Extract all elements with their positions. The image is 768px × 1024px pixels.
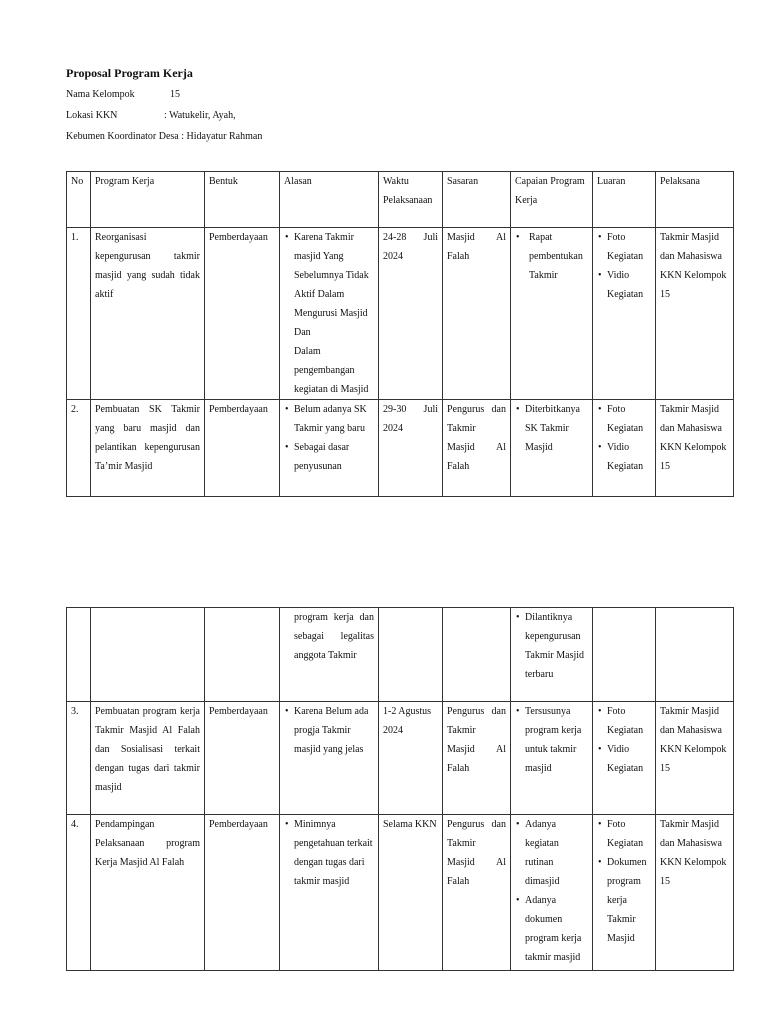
cell-program: Pendampingan Pelaksanaan program Kerja Masjid Al Falah	[91, 815, 205, 971]
cell-alasan	[280, 702, 379, 815]
cell-luaran	[593, 608, 656, 702]
lokasi-label: Lokasi KKN	[66, 110, 118, 121]
table-row	[67, 702, 734, 815]
cell-program	[91, 608, 205, 702]
capaian-item: • Adanya kegiatan rutinan dimasjid	[525, 815, 588, 891]
table-row	[67, 228, 734, 400]
cell-alasan	[280, 815, 379, 971]
luaran-item: • Dokumen program kerja Takmir Masjid	[607, 853, 651, 948]
alasan-item: • Karena Belum ada progja Takmir masjid yang jelas	[294, 702, 374, 759]
luaran-item: • Foto Kegiatan	[607, 702, 651, 740]
luaran-item: • Foto Kegiatan	[607, 400, 651, 438]
cell-bentuk: Pemberdayaan	[205, 702, 280, 815]
cell-no: 3.	[67, 702, 91, 815]
cell-alasan	[280, 400, 379, 497]
cell-waktu: 24-28 Juli 2024	[379, 228, 443, 400]
cell-sasaran: Pengurus dan Takmir Masjid Al Falah	[443, 815, 511, 971]
cell-capaian	[511, 815, 593, 971]
cell-luaran	[593, 400, 656, 497]
luaran-item: • Foto Kegiatan	[607, 228, 651, 266]
cell-no: 1.	[67, 228, 91, 400]
cell-capaian	[511, 702, 593, 815]
lokasi-value: : Watukelir, Ayah,	[164, 110, 236, 121]
cell-alasan: program kerja dan sebagai legalitas anggota Takmir	[280, 608, 379, 702]
table-header-row	[67, 172, 734, 228]
cell-sasaran: Pengurus dan Takmir Masjid Al Falah	[443, 702, 511, 815]
cell-waktu	[379, 608, 443, 702]
header-pelaksana: Pelaksana	[656, 172, 734, 228]
cell-alasan	[280, 228, 379, 400]
table-row-continuation	[67, 608, 734, 702]
cell-pelaksana	[656, 608, 734, 702]
cell-no	[67, 608, 91, 702]
capaian-item: • Rapat pembentukan Takmir	[525, 228, 588, 285]
cell-capaian	[511, 608, 593, 702]
header-waktu: Waktu Pelaksanaan	[379, 172, 443, 228]
cell-pelaksana: Takmir Masjid dan Mahasiswa KKN Kelompok 15	[656, 815, 734, 971]
capaian-item: • Adanya dokumen program kerja takmir masjid	[525, 891, 588, 967]
cell-sasaran: Pengurus dan Takmir Masjid Al Falah	[443, 400, 511, 497]
cell-waktu: Selama KKN	[379, 815, 443, 971]
document-title: Proposal Program Kerja	[66, 66, 193, 80]
cell-luaran	[593, 228, 656, 400]
cell-luaran	[593, 702, 656, 815]
luaran-item: • Vidio Kegiatan	[607, 266, 651, 304]
table-row	[67, 400, 734, 497]
header-luaran: Luaran	[593, 172, 656, 228]
luaran-item: • Foto Kegiatan	[607, 815, 651, 853]
header-bentuk: Bentuk	[205, 172, 280, 228]
cell-capaian	[511, 400, 593, 497]
capaian-item: • Tersusunya program kerja untuk takmir masjid	[525, 702, 588, 778]
alasan-item: • Minimnya pengetahuan terkait dengan tugas dari takmir masjid	[294, 815, 374, 891]
cell-program: Pembuatan program kerja Takmir Masjid Al Falah dan Sosialisasi terkait dengan tugas dari takmir masjid	[91, 702, 205, 815]
header-sasaran: Sasaran	[443, 172, 511, 228]
alasan-extra: Dalam pengembangan kegiatan di Masjid	[294, 346, 369, 395]
luaran-item: • Vidio Kegiatan	[607, 740, 651, 778]
capaian-item: • Diterbitkanya SK Takmir Masjid	[525, 400, 588, 457]
luaran-item: • Vidio Kegiatan	[607, 438, 651, 476]
koordinator-line: Kebumen Koordinator Desa : Hidayatur Rahman	[66, 131, 263, 142]
cell-no: 4.	[67, 815, 91, 971]
nama-kelompok-line	[66, 89, 180, 100]
alasan-item: • Belum adanya SK Takmir yang baru	[294, 400, 374, 438]
capaian-item: • Dilantiknya kepengurusan Takmir Masjid terbaru	[525, 608, 588, 684]
cell-waktu: 1-2 Agustus 2024	[379, 702, 443, 815]
table-row	[67, 815, 734, 971]
cell-bentuk: Pemberdayaan	[205, 400, 280, 497]
cell-bentuk	[205, 608, 280, 702]
cell-program: Reorganisasi kepengurusan takmir masjid yang sudah tidak aktif	[91, 228, 205, 400]
header-no: No	[67, 172, 91, 228]
header-capaian: Capaian Program Kerja	[511, 172, 593, 228]
cell-pelaksana: Takmir Masjid dan Mahasiswa KKN Kelompok 15	[656, 400, 734, 497]
cell-waktu: 29-30 Juli 2024	[379, 400, 443, 497]
nama-kelompok-value: 15	[170, 89, 180, 100]
cell-bentuk: Pemberdayaan	[205, 228, 280, 400]
nama-kelompok-label: Nama Kelompok	[66, 89, 135, 100]
lokasi-line	[66, 110, 236, 121]
cell-no: 2.	[67, 400, 91, 497]
cell-program: Pembuatan SK Takmir yang baru masjid dan pelantikan kepengurusan Ta’mir Masjid	[91, 400, 205, 497]
header-alasan: Alasan	[280, 172, 379, 228]
program-table-part1	[66, 171, 734, 497]
cell-sasaran	[443, 608, 511, 702]
alasan-item: • Sebagai dasar penyusunan	[294, 438, 374, 476]
cell-sasaran: Masjid Al Falah	[443, 228, 511, 400]
cell-capaian	[511, 228, 593, 400]
cell-pelaksana: Takmir Masjid dan Mahasiswa KKN Kelompok 15	[656, 702, 734, 815]
alasan-item: • Karena Takmir masjid Yang Sebelumnya Tidak Aktif Dalam Mengurusi Masjid Dan	[294, 228, 374, 342]
program-table-part2	[66, 607, 734, 971]
cell-pelaksana: Takmir Masjid dan Mahasiswa KKN Kelompok 15	[656, 228, 734, 400]
cell-bentuk: Pemberdayaan	[205, 815, 280, 971]
header-program: Program Kerja	[91, 172, 205, 228]
cell-luaran	[593, 815, 656, 971]
